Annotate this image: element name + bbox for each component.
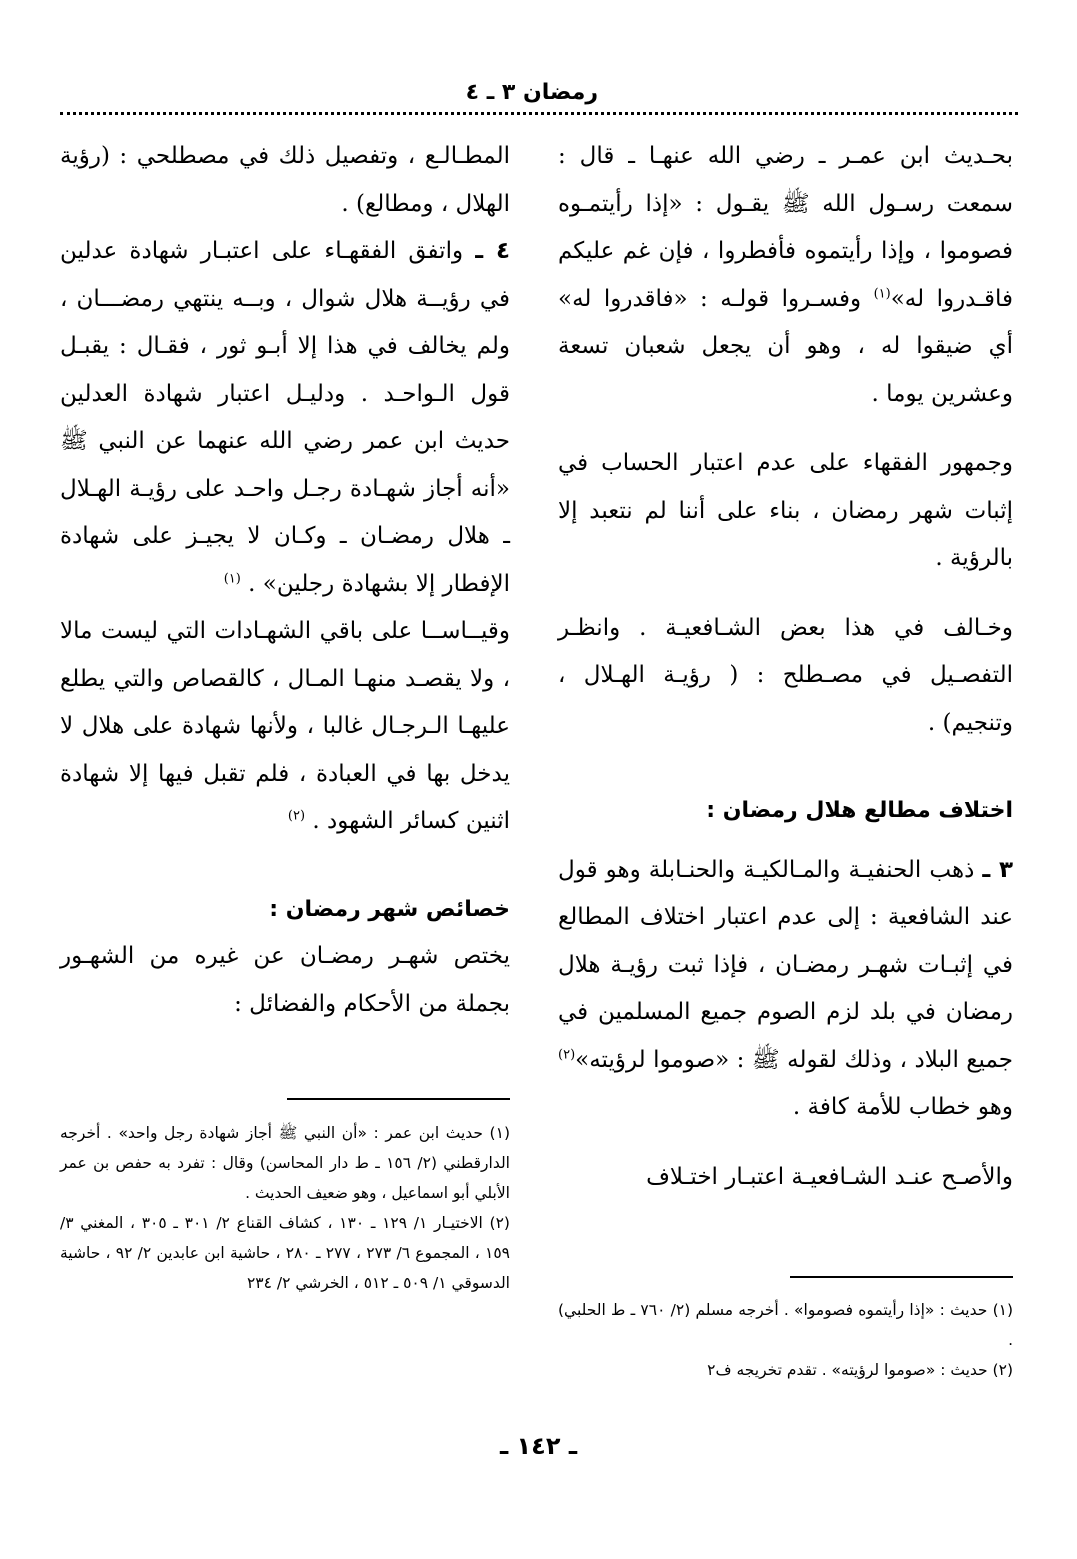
paragraph: المطـالـع ، وتفصيل ذلك في مصطلحي : (رؤية الهلال ، ومطالع) . — [60, 143, 510, 217]
footnote: (٢) حديث : «صوموا لرؤيته» . تقدم تخريجه ف٢ — [707, 1361, 1013, 1379]
section-number: ٤ ـ — [475, 238, 510, 264]
paragraph: والأصـح عنـد الشـافعيـة اعتبـار اختـلاف — [646, 1163, 1013, 1190]
running-header — [60, 76, 1018, 116]
section-heading: اختلاف مطالع هلال رمضان : — [706, 798, 1013, 823]
footnote-ref: (٢) — [558, 1046, 576, 1062]
paragraph: ٣ ـ ذهب الحنفيـة والمـالكيـة والحنـابلة وهو قول عند الشافعية : إلى عدم اعتبار اختلاف المطالع في إثبـات شهـر رمضـان ، فإذا ثبت رؤيـة هلال رمضان في بلد لزم الصوم جميع المسلمين في جميع البلاد ، وذلك لقوله ﷺ : «صوموا لرؤيته»$^{(٢)}$ وهو خطاب للأمة كافة . — [558, 856, 1013, 1120]
footnote: (١) حديث ابن عمر : «أن النبي ﷺ أجاز شهادة رجل واحد» . أخرجه الدارقطني (٢/ ١٥٦ ـ ط دار المحاسن) وقال : تفرد به حفص بن عمر الأبلي أبو اسماعيل ، وهو ضعيف الحديث . — [60, 1124, 510, 1202]
footnote: (١) حديث : «إذا رأيتموه فصوموا» . أخرجه مسلم (٢/ ٧٦٠ ـ ط الحلبي) . — [558, 1301, 1014, 1349]
footnotes-left — [60, 1118, 510, 1298]
paragraph: وقيــاســا على باقي الشهـادات التي ليست مالا ، ولا يقصـد منهـا المـال ، كالقصاص والتي يطلع عليهـا الـرجـال غالبا ، ولأنها شهادة على هلال لا يدخل بها في العبادة ، فلم تقبل فيها إلا شهادة اثنين كسائر الشهود . $^{(٢)}$ — [60, 618, 510, 834]
footnote-ref: (٢) — [287, 808, 306, 824]
footnote-ref: (١) — [873, 285, 891, 301]
header-dotted-rule — [60, 112, 1018, 115]
paragraph: ٤ ـ واتفق الفقهـاء على اعتبـار شهادة عدلين في رؤيــة هلال شوال ، وبــه ينتهي رمضـــان ، ولم يخالف في هذا إلا أبـو ثور ، فقـال : يقبـل قول الـواحـد . ودليـل اعتبار شهادة العدلين حديث ابن عمر رضي الله عنهما عن النبي ﷺ «أنه أجاز شهـادة رجـل واحـد على رؤيـة الهـلال ـ هلال رمضـان ـ وكـان لا يجيـز على شهادة الإفطار إلا بشهادة رجلين» . $^{(١)}$ — [60, 238, 510, 597]
paragraph: وخـالف في هذا بعض الشـافعيـة . وانظـر التفصـيل في مصـطلح : ( رؤيـة الهـلال ، وتنجيم) . — [558, 614, 1013, 736]
footnote-separator — [790, 1276, 1013, 1278]
left-column — [60, 133, 510, 1028]
section-number: ٣ ـ — [982, 856, 1013, 883]
header-title: رمضان ٣ ـ ٤ — [465, 80, 598, 105]
footnote: (٢) الاختيـار ١/ ١٢٩ ـ ١٣٠ ، كشاف القناع ٢/ ٣٠١ ـ ٣٠٥ ، المغني ٣/ ١٥٩ ، المجموع ٦/ ٢٧٣ ، ٢٧٧ ـ ٢٨٠ ، حاشية ابن عابدين ٢/ ٩٢ ، حاشية الدسوقي ١/ ٥٠٩ ـ ٥١٢ ، الخرشي ٢/ ٢٣٤ — [60, 1214, 511, 1292]
paragraph: بحـديث ابن عمـر ـ رضي الله عنهـا ـ قال : سمعت رسـول الله ﷺ يقـول : «إذا رأيتمـوه فصوموا ، وإذا رأيتموه فأفطروا ، فإن غم عليكم فاقـدروا له»$^{(١)}$ وفسـروا قولـه : «فاقدروا له» أي ضيقوا له ، وهو أن يجعل شعبان تسعة وعشرين يوما . — [558, 143, 1013, 407]
right-column — [558, 133, 1013, 1201]
footnote-ref: (١) — [223, 570, 241, 586]
footnotes-right — [558, 1295, 1013, 1385]
footnote-separator — [287, 1098, 510, 1100]
section-heading: خصائص شهر رمضان : — [269, 896, 510, 922]
paragraph: يختص شهـر رمضـان عن غيره من الشهـور بجملة من الأحكام والفضائل : — [60, 943, 510, 1017]
paragraph: وجمهور الفقهاء على عدم اعتبار الحساب في إثبات شهر رمضان ، بناء على أننا لم نتعبد إلا بالرؤية . — [558, 450, 1013, 571]
page-number: ـ ١٤٢ ـ — [499, 1432, 578, 1460]
